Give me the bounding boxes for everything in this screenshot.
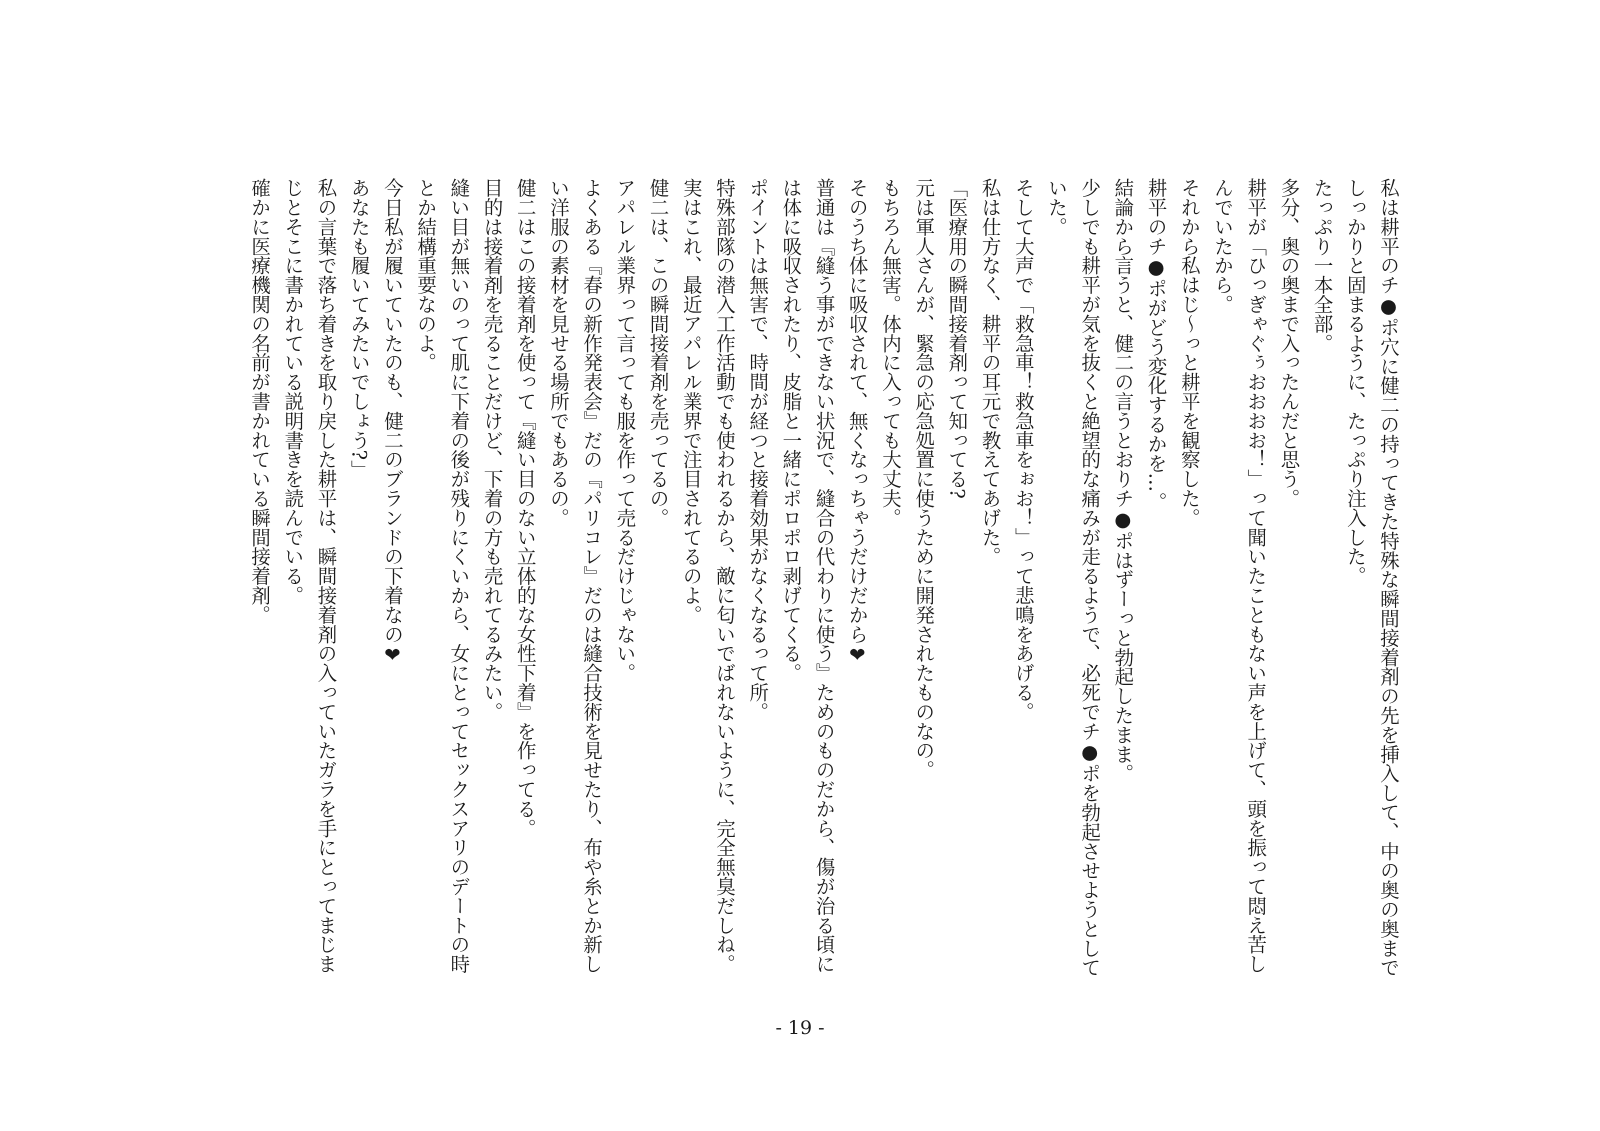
text-line: よくある『春の新作発表会』だの『パリコレ』だのは縫合技術を見せたり、布や糸とか新しい洋服の素材を見せる場所でもあるの。 [546,178,604,974]
text-line: 耕平が「ひっぎゃぐぅおおおお！」って聞いたこともない声を上げて、頭を振って悶え苦しんでいたから。 [1210,178,1268,974]
text-line: 耕平のチ●ポがどう変化するかを…。 [1144,178,1168,512]
text-line: 実はこれ、最近アパレル業界で注目されてるのよ。 [679,178,703,625]
text-line: 特殊部隊の潜入工作活動でも使われるから、敵に匂いでばれないように、完全無臭だしね。 [712,178,736,974]
text-line: 私の言葉で落ち着きを取り戻した耕平は、瞬間接着剤の入っていたガラを手にとってまじまじとそこに書かれている説明書きを読んでいる。 [281,178,338,974]
text-line: もちろん無害。体内に入っても大丈夫。 [878,178,902,528]
text-line: たっぷり一本全部。 [1310,178,1334,353]
text-line: 少しでも耕平が気を抜くと絶望的な痛みが走るようで、必死でチ●ポを勃起させようとしていた。 [1044,178,1102,977]
text-line: 確かに医療機関の名前が書かれている瞬間接着剤。 [248,178,272,625]
text-line: 健二は、この瞬間接着剤を売ってるの。 [646,178,670,528]
text-line: 目的は接着剤を売ることだけど、下着の方も売れてるみたい。 [480,178,504,722]
text-line: 私は仕方なく、耕平の耳元で教えてあげた。 [978,178,1002,566]
text-line: 今日私が履いていたのも、健二のブランドの下着なの❤ [380,178,404,667]
text-line: あなたも履いてみたいでしょう?」 [347,178,371,480]
text-line: そして大声で「救急車！救急車をぉお！」って悲鳴をあげる。 [1011,178,1035,722]
text-line: 私は耕平のチ●ポ穴に健二の持ってきた特殊な瞬間接着剤の先を挿入して、中の奥の奥までしっかりと固まるように、たっぷり注入した。 [1343,178,1400,977]
text-line: それから私はじ～っと耕平を観察した。 [1177,178,1201,528]
text-line: 縫い目が無いのって肌に下着の後が残りにくいから、女にとってセックスアリのデートの時とか結構重要なのよ。 [414,178,471,974]
text-line: 結論から言うと、健二の言うとおりチ●ポはずーっと勃起したまま。 [1111,178,1135,783]
text-line: ポイントは無害で、時間が経つと接着効果がなくなるって所。 [746,178,770,722]
vertical-text-body [243,178,1405,983]
text-line: 健二はこの接着剤を使って『縫い目のない立体的な女性下着』を作ってる。 [513,178,537,838]
text-line: そのうち体に吸収されて、無くなっちゃうだけだから❤ [845,178,869,667]
text-line: アパレル業界って言っても服を作って売るだけじゃない。 [613,178,637,683]
text-line: 「医療用の瞬間接着剤って知ってる? [945,178,969,499]
text-line: 普通は『縫う事ができない状況で、縫合の代わりに使う』ためのものだから、傷が治る頃には体に吸収されたり、皮脂と一緒にポロポロ剥げてくる。 [779,178,836,974]
page-number: - 19 - [775,1017,825,1039]
text-line: 元は軍人さんが、緊急の応急処置に使うために開発されたものなの。 [912,178,936,780]
text-line: 多分、奥の奥まで入ったんだと思う。 [1277,178,1301,508]
